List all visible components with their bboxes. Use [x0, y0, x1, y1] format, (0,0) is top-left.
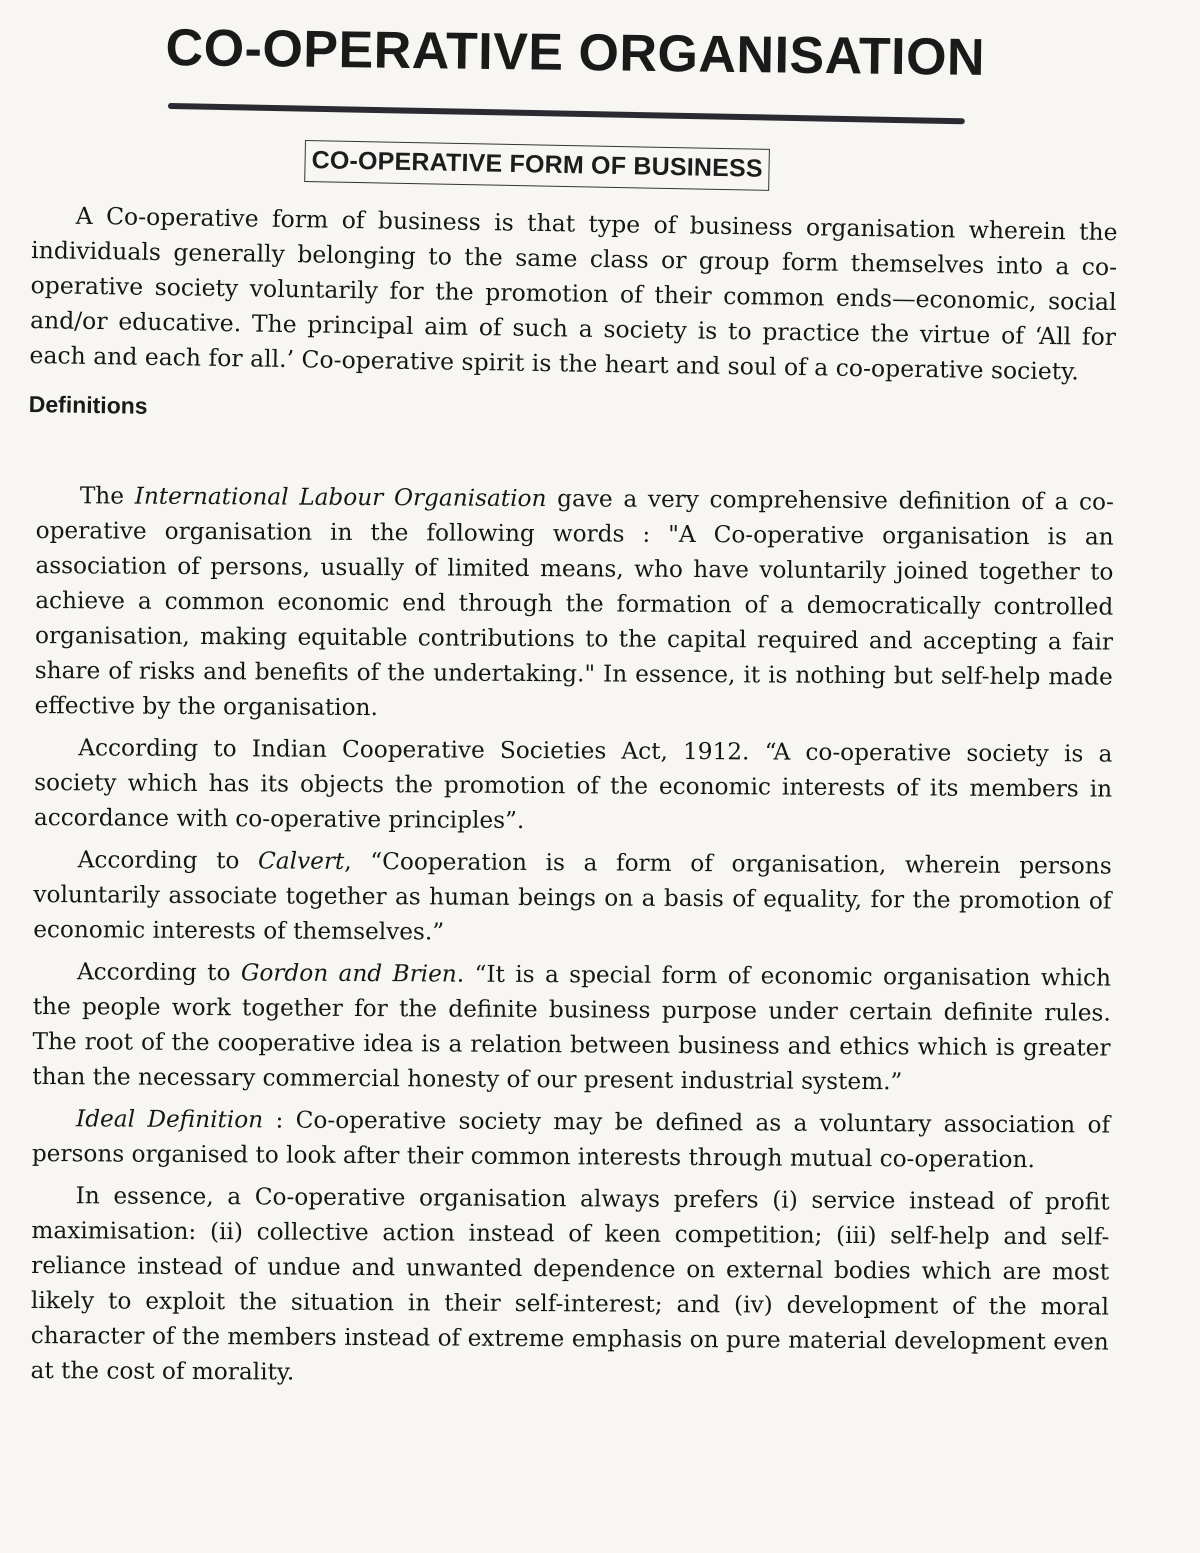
calvert-definition-paragraph — [33, 842, 1112, 954]
gordon-text: . “It is a special form of economic organisation which the people work together for the definite business purpose under certain definite rules. The root of the cooperative idea is a relation between business and ethics which is greater than the necessary commercial honesty of our present industrial system.” — [32, 960, 1112, 1096]
title-underline — [168, 103, 965, 124]
definitions-block — [30, 478, 1114, 1402]
calvert-prefix: According to — [77, 846, 259, 875]
essence-paragraph: In essence, a Co-operative organisation always prefers (i) service instead of profit maximisation: (ii) collective action instead of keen competition; (iii) self-help and self-reliance instead of undue and unwanted dependence on external bodies which are most likely to exploit the situation in their self-interest; and (iv) development of the moral character of the members instead of extreme emphasis on pure material development even at the cost of morality. — [30, 1182, 1110, 1386]
ilo-name: International Labour Organisation — [134, 482, 547, 513]
section-heading: CO-OPERATIVE FORM OF BUSINESS — [304, 140, 770, 191]
ilo-definition-paragraph — [35, 478, 1114, 730]
intro-paragraph: A Co-operative form of business is that type of business organisation wherein the individuals generally belonging to the same class or group form themselves into a co-operative society voluntarily for the promotion of their common ends—economic, social and/or educative. The principal aim of such a society is to practice the virtue of ‘All for each and each for all.’ Co-operative spirit is the heart and soul of a co-operative society. — [29, 201, 1118, 386]
intro-block — [28, 198, 1117, 446]
ideal-text: : Co-operative society may be defined as a voluntary association of persons organised to look after their common interests through mutual co-operation. — [31, 1106, 1111, 1174]
definitions-heading: Definitions — [28, 390, 148, 419]
ilo-prefix: The — [79, 482, 135, 510]
ideal-definition-paragraph — [32, 1101, 1110, 1178]
page-title: CO-OPERATIVE ORGANISATION — [165, 18, 986, 88]
gordon-name: Gordon and Brien — [240, 959, 457, 988]
gordon-prefix: According to — [76, 958, 241, 987]
act-definition-paragraph: According to Indian Cooperative Societies Act, 1912. “A co-operative society is a society which has its objects the promotion of the economic interests of its members in accordance with co-operative principles”. — [33, 734, 1113, 834]
gordon-definition-paragraph — [32, 954, 1111, 1101]
ideal-label: Ideal Definition — [76, 1105, 264, 1134]
ilo-text: gave a very comprehensive definition of a co-operative organisation in the following words : "A Co-operative organisation is an association of persons, usually of limited means, who have voluntarily joined together to achieve a common economic end through the formation of a democratically controlled organisation, making equitable contributions to the capital required and accepting a fair share of risks and benefits of the undertaking." In essence, it is nothing but self-help made effective by the organisation. — [34, 485, 1114, 722]
calvert-name: Calvert — [257, 847, 345, 875]
calvert-text: , “Cooperation is a form of organisation, wherein persons voluntarily associate together as human beings on a basis of equality, for the promotion of economic interests of themselves.” — [33, 847, 1112, 946]
